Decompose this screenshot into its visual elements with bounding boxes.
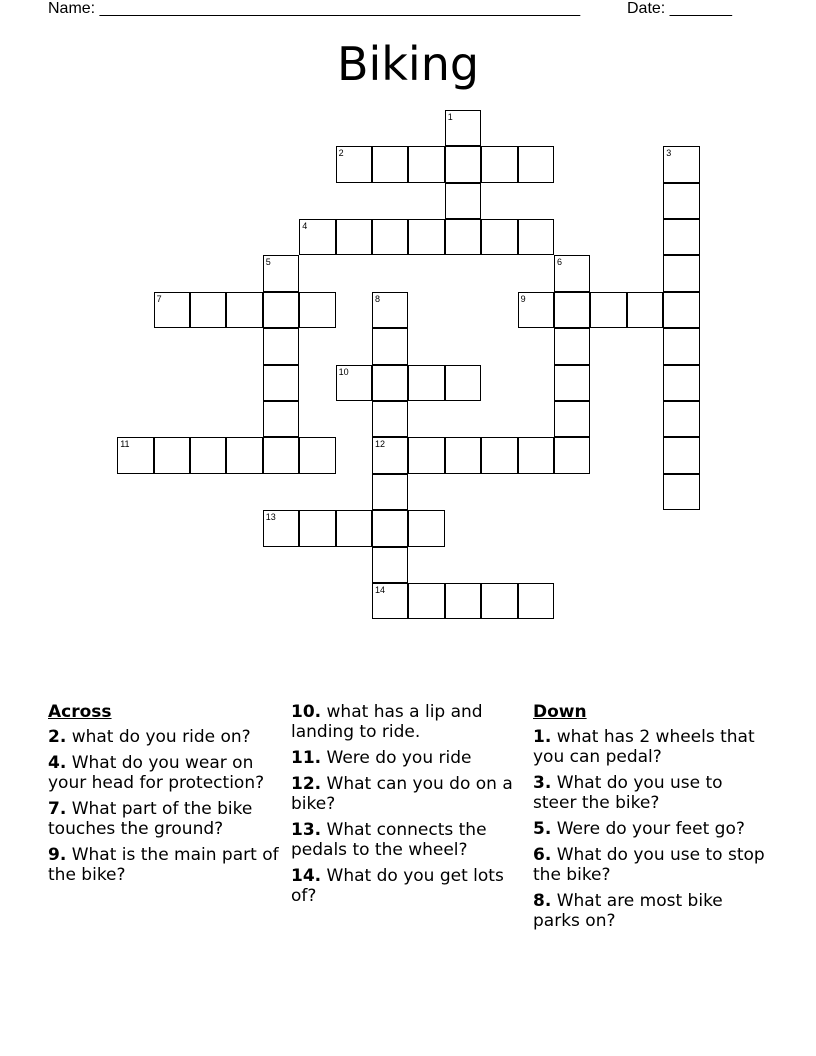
grid-cell[interactable]: [336, 219, 372, 255]
grid-cell[interactable]: [518, 146, 554, 182]
across-clue-12: [291, 774, 523, 814]
grid-cell[interactable]: [372, 328, 408, 364]
clue-text: what has 2 wheels that you can pedal?: [533, 727, 755, 767]
grid-cell[interactable]: [372, 219, 408, 255]
grid-cell[interactable]: [408, 365, 444, 401]
grid-cell[interactable]: [518, 437, 554, 473]
grid-cell[interactable]: [663, 183, 699, 219]
clue-number-10: 10: [338, 366, 349, 377]
name-field-line: Name: ______________________________________________________: [48, 0, 581, 17]
across-clue-14: [291, 866, 523, 906]
grid-cell[interactable]: [445, 219, 481, 255]
clue-number-13: 13: [265, 512, 276, 523]
clue-text: What can you do on a bike?: [291, 774, 513, 814]
grid-cell[interactable]: [445, 183, 481, 219]
grid-cell[interactable]: [590, 292, 626, 328]
clue-number: 7.: [48, 799, 67, 819]
grid-cell[interactable]: [663, 437, 699, 473]
grid-cell[interactable]: [481, 437, 517, 473]
down-heading: Down: [533, 702, 587, 722]
grid-cell[interactable]: [445, 365, 481, 401]
clue-text: Were do your feet go?: [551, 819, 745, 839]
down-clue-8: [533, 891, 765, 931]
grid-cell[interactable]: [445, 146, 481, 182]
grid-cell[interactable]: [263, 292, 299, 328]
clue-text: what has a lip and landing to ride.: [291, 702, 483, 742]
across-heading: Across: [48, 702, 112, 722]
clue-number: 10.: [291, 702, 322, 722]
grid-cell[interactable]: [663, 474, 699, 510]
clue-number-9: 9: [520, 293, 526, 304]
across-clue-9: [48, 845, 280, 885]
grid-cell[interactable]: [263, 328, 299, 364]
grid-cell[interactable]: [554, 328, 590, 364]
clue-text: What is the main part of the bike?: [48, 845, 279, 885]
grid-cell[interactable]: [663, 401, 699, 437]
grid-cell[interactable]: [372, 146, 408, 182]
clue-number-2: 2: [338, 148, 344, 159]
grid-cell[interactable]: [663, 292, 699, 328]
down-clue-3: [533, 773, 765, 813]
grid-cell[interactable]: [445, 583, 481, 619]
clue-text: What are most bike parks on?: [533, 891, 723, 931]
grid-cell[interactable]: [263, 437, 299, 473]
clue-number-11: 11: [120, 439, 130, 450]
down-clues-column: [533, 702, 765, 937]
grid-cell[interactable]: [336, 510, 372, 546]
grid-cell[interactable]: [554, 292, 590, 328]
grid-cell[interactable]: [481, 146, 517, 182]
grid-cell[interactable]: [408, 583, 444, 619]
grid-cell[interactable]: [518, 583, 554, 619]
grid-cell[interactable]: [372, 401, 408, 437]
clue-text: What do you get lots of?: [291, 866, 504, 906]
across-clue-2: [48, 727, 280, 747]
clue-number-5: 5: [265, 257, 271, 268]
grid-cell[interactable]: [226, 292, 262, 328]
clue-number-6: 6: [557, 257, 563, 268]
grid-cell[interactable]: [299, 510, 335, 546]
grid-cell[interactable]: [518, 219, 554, 255]
down-clue-5: [533, 819, 765, 839]
grid-cell[interactable]: [554, 437, 590, 473]
grid-cell[interactable]: [190, 437, 226, 473]
clue-number-12: 12: [375, 439, 386, 450]
down-clue-1: [533, 727, 765, 767]
across-clue-10: [291, 702, 523, 742]
grid-cell[interactable]: [372, 365, 408, 401]
grid-cell[interactable]: [263, 365, 299, 401]
grid-cell[interactable]: [299, 292, 335, 328]
clue-text: What do you wear on your head for protection?: [48, 753, 265, 793]
grid-cell[interactable]: [445, 437, 481, 473]
clue-number: 2.: [48, 727, 67, 747]
clue-text: What do you use to steer the bike?: [533, 773, 723, 813]
clue-number-4: 4: [302, 221, 308, 231]
grid-cell[interactable]: [372, 547, 408, 583]
clue-number: 11.: [291, 748, 322, 768]
clue-text: what do you ride on?: [66, 727, 251, 747]
clue-text: What part of the bike touches the ground?: [48, 799, 253, 839]
grid-cell[interactable]: [226, 437, 262, 473]
clue-number: 12.: [291, 774, 322, 794]
clue-number: 1.: [533, 727, 552, 747]
clue-number: 13.: [291, 820, 322, 840]
across-clue-7: [48, 799, 280, 839]
grid-cell[interactable]: [663, 255, 699, 291]
grid-cell[interactable]: [627, 292, 663, 328]
grid-cell[interactable]: [190, 292, 226, 328]
grid-cell[interactable]: [372, 474, 408, 510]
grid-cell[interactable]: [663, 328, 699, 364]
clue-number: 14.: [291, 866, 322, 886]
clue-text: Were do you ride: [321, 748, 472, 768]
clue-number-3: 3: [666, 148, 672, 159]
grid-cell[interactable]: [263, 401, 299, 437]
grid-cell[interactable]: [663, 365, 699, 401]
grid-cell[interactable]: [481, 583, 517, 619]
clue-number: 6.: [533, 845, 552, 865]
clue-number: 4.: [48, 753, 67, 773]
grid-cell[interactable]: [554, 401, 590, 437]
grid-cell[interactable]: [408, 146, 444, 182]
clue-number-8: 8: [375, 293, 381, 304]
across-clue-13: [291, 820, 523, 860]
date-field-line: Date: _______: [627, 0, 732, 17]
across-clues-column: [48, 702, 280, 891]
clue-number: 5.: [533, 819, 552, 839]
grid-cell[interactable]: [481, 219, 517, 255]
grid-cell[interactable]: [554, 365, 590, 401]
across-clue-4: [48, 753, 280, 793]
clue-number: 9.: [48, 845, 67, 865]
clue-number-14: 14: [375, 585, 386, 595]
clue-number: 3.: [533, 773, 552, 793]
puzzle-title: Biking: [336, 37, 480, 91]
grid-cell[interactable]: [408, 219, 444, 255]
clue-text: What connects the pedals to the wheel?: [291, 820, 487, 860]
grid-cell[interactable]: [372, 510, 408, 546]
clue-text: What do you use to stop the bike?: [533, 845, 765, 885]
grid-cell[interactable]: [299, 437, 335, 473]
across-clue-11: [291, 748, 523, 768]
grid-cell[interactable]: [663, 219, 699, 255]
clue-number-1: 1: [447, 111, 453, 122]
grid-cell[interactable]: [408, 510, 444, 546]
clue-number: 8.: [533, 891, 552, 911]
across-clues-column-continued: [291, 702, 523, 912]
grid-cell[interactable]: [408, 437, 444, 473]
clue-number-7: 7: [156, 293, 162, 304]
grid-cell[interactable]: [154, 437, 190, 473]
down-clue-6: [533, 845, 765, 885]
